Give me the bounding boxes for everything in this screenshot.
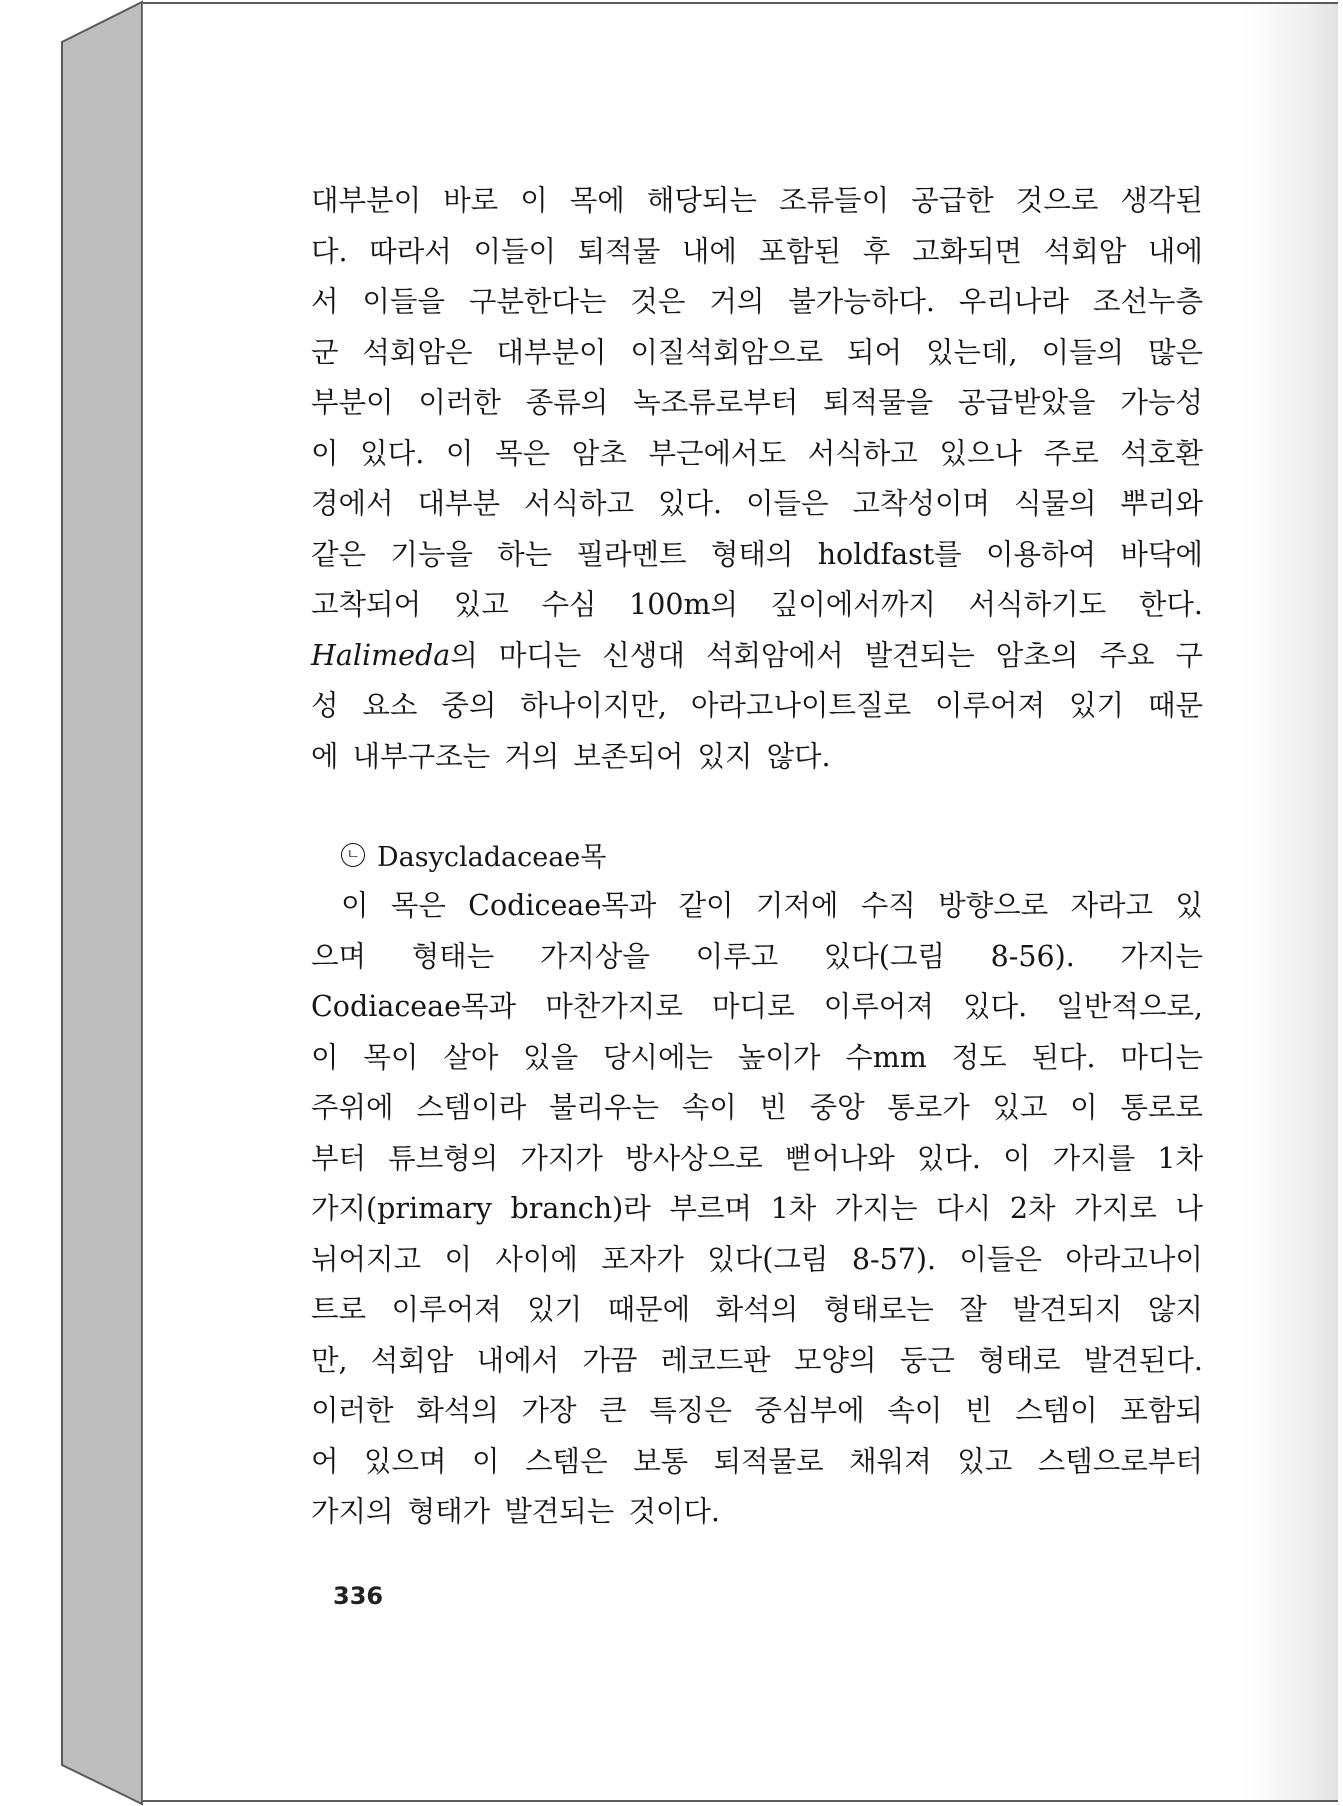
- text-line: [311, 1186, 1203, 1237]
- text-line: [311, 1287, 1203, 1338]
- word: 석호환: [1120, 436, 1203, 470]
- word: 마디는: [498, 638, 582, 672]
- word: Codiceae목과: [468, 889, 657, 922]
- word: 때문: [1147, 689, 1203, 722]
- word: 형태의: [710, 537, 794, 571]
- word: 형태는: [411, 939, 495, 973]
- word: 이루고: [695, 939, 779, 973]
- word: 부르며: [669, 1192, 752, 1225]
- word: 으며: [311, 939, 367, 973]
- word: 있기: [1069, 689, 1125, 722]
- word: 군: [311, 335, 339, 369]
- word: 뿌리와: [1120, 487, 1203, 520]
- word: 이: [1003, 1141, 1031, 1175]
- word: 불리우는: [548, 1091, 660, 1124]
- word: 조류들이: [778, 184, 890, 217]
- word: 방향으로: [938, 889, 1049, 922]
- word: 석회암에서: [705, 638, 844, 672]
- word: 있을: [523, 1040, 579, 1074]
- word: 퇴적물을: [823, 386, 934, 419]
- word: 이들을: [362, 285, 445, 318]
- word: 이들은: [959, 1242, 1042, 1276]
- word: 종류의: [525, 386, 609, 419]
- text-line: [311, 431, 1203, 482]
- word: 고착성이며: [852, 487, 991, 520]
- word: 서식하고: [523, 487, 635, 520]
- word: 일반적으로,: [1056, 990, 1203, 1023]
- word: 것으로: [1015, 184, 1099, 217]
- word: 모양의: [793, 1343, 877, 1377]
- word: 조선누층: [1092, 285, 1203, 318]
- word: 주요: [1099, 638, 1155, 672]
- word: 이: [472, 1444, 500, 1478]
- word: 수직: [860, 889, 916, 922]
- word: 이: [341, 889, 369, 922]
- word: 형태로는: [823, 1293, 934, 1326]
- word: 고착되어: [311, 588, 422, 621]
- word: 아라고나이트질로: [690, 689, 912, 722]
- section-heading: [341, 835, 606, 874]
- word: 가지는: [1120, 939, 1203, 973]
- text-line: [311, 330, 1203, 381]
- text-line: [311, 481, 1203, 532]
- word: 많은: [1147, 335, 1203, 369]
- word: 있다(그림: [707, 1242, 829, 1276]
- word: 가지의: [311, 1495, 394, 1528]
- section-title: Dasycladaceae목: [377, 842, 607, 873]
- word: 발견되지: [1012, 1293, 1123, 1326]
- word: 발견된다.: [1083, 1343, 1203, 1377]
- word: 녹조류로부터: [633, 386, 799, 419]
- text-line: [311, 380, 1203, 431]
- text-line: [311, 532, 1203, 583]
- word: 공급받았을: [957, 386, 1096, 419]
- word: 내부구조는: [352, 739, 491, 773]
- word: 생각된: [1120, 184, 1203, 217]
- word: 이: [444, 1242, 472, 1276]
- word: 가지가: [520, 1141, 603, 1175]
- word: 빈: [964, 1394, 993, 1427]
- word: 가지는: [834, 1192, 918, 1225]
- word: 이러한: [311, 1394, 394, 1427]
- word: 살아: [443, 1040, 499, 1074]
- word: 스템으로부터: [1037, 1444, 1203, 1478]
- word: 마디는: [1120, 1040, 1203, 1074]
- word: 내에: [1147, 234, 1203, 268]
- word: Halimeda의: [311, 638, 478, 672]
- word: 이들의: [1041, 335, 1125, 369]
- word: 트로: [311, 1293, 367, 1326]
- word: 2차: [1009, 1192, 1056, 1225]
- word: 다시: [936, 1192, 992, 1225]
- word: 부근에서도: [648, 436, 787, 470]
- word: 스템이: [1015, 1394, 1098, 1427]
- word: 레코드판: [660, 1343, 771, 1377]
- word: 만,: [311, 1343, 348, 1377]
- word: 중의: [441, 689, 497, 722]
- word: 것이다.: [628, 1495, 720, 1528]
- word: 이: [1070, 1091, 1098, 1124]
- word: 포자가: [601, 1242, 684, 1276]
- word: 고화되면: [911, 234, 1023, 268]
- word: 요소: [362, 689, 418, 722]
- word: 방사상으로: [624, 1141, 763, 1175]
- word: 불가능하다.: [788, 285, 935, 318]
- word: 나: [1175, 1192, 1203, 1225]
- word: 하는: [497, 537, 553, 571]
- word: 다.: [311, 234, 348, 268]
- word: 이루어져: [823, 990, 934, 1023]
- word: 수심: [541, 588, 597, 621]
- text-line: [311, 883, 1203, 934]
- word: 잘: [959, 1293, 987, 1326]
- word: 석회암: [370, 1343, 454, 1377]
- word: 대부분이: [496, 335, 607, 369]
- text-line: [311, 1338, 1203, 1389]
- word: 화석의: [416, 1394, 499, 1427]
- word: 이들은: [745, 487, 829, 520]
- word: 스템이라: [416, 1091, 527, 1124]
- word: 거의: [504, 739, 560, 773]
- word: 우리나라: [958, 285, 1069, 318]
- word: 높이가: [737, 1040, 821, 1074]
- word: 발견되는: [864, 638, 975, 672]
- word: 보통: [633, 1444, 689, 1478]
- text-line: [311, 1085, 1203, 1136]
- page-number: 336: [333, 1582, 384, 1610]
- word: 형태로: [977, 1343, 1061, 1377]
- word: 따라서: [369, 234, 452, 268]
- word: 석회암: [1043, 234, 1127, 268]
- text-line: [311, 229, 1203, 280]
- word: 마찬가지로: [545, 990, 683, 1023]
- word: 한다.: [1138, 588, 1203, 621]
- word: 1차: [770, 1192, 817, 1225]
- word: 목이: [363, 1040, 419, 1074]
- word: 부터: [311, 1141, 367, 1175]
- word: 이러한: [418, 386, 501, 419]
- word: 해당되는: [646, 184, 757, 217]
- word: 발견되는: [504, 1495, 615, 1528]
- word: 성: [311, 689, 339, 722]
- word: 있으나: [939, 436, 1023, 470]
- word: 퇴적물: [577, 234, 661, 268]
- word: 바닥에: [1120, 537, 1203, 571]
- genus-name: Halimeda: [311, 638, 451, 672]
- word: 이: [311, 436, 339, 470]
- word: 사이에: [495, 1242, 578, 1276]
- word: 목에: [569, 184, 625, 217]
- word: 가지상을: [539, 939, 650, 973]
- word: 마디로: [712, 990, 795, 1023]
- word: 이: [520, 184, 548, 217]
- word: 이들이: [473, 234, 557, 268]
- word: 식물의: [1013, 487, 1097, 520]
- word: 목은: [390, 889, 446, 922]
- word: 부분이: [311, 386, 394, 419]
- text-line: [311, 1237, 1203, 1288]
- word: 가지를: [1052, 1141, 1136, 1175]
- text-line: [311, 934, 1203, 985]
- text-line: [311, 734, 1203, 785]
- word: 서식하고: [807, 436, 918, 470]
- circled-marker: ㄴ: [341, 843, 365, 867]
- word: holdfast를: [817, 537, 962, 571]
- word: 가지로: [1074, 1192, 1157, 1225]
- word: 수mm: [845, 1040, 927, 1074]
- word: 있으며: [363, 1444, 447, 1478]
- word: 서식하기도: [968, 588, 1107, 621]
- word: 8-56).: [990, 939, 1075, 973]
- word: 있기: [527, 1293, 583, 1326]
- word: 되어: [847, 335, 903, 369]
- word: 8-57).: [851, 1242, 937, 1276]
- word: 퇴적물로: [713, 1444, 824, 1478]
- word: 이루어져: [935, 689, 1046, 722]
- word: 서: [311, 285, 339, 318]
- text-line: [311, 1035, 1203, 1086]
- word: 스템은: [525, 1444, 608, 1478]
- word: 이: [311, 1040, 339, 1074]
- word: 통로로: [1120, 1091, 1203, 1124]
- word: 있다.: [916, 1141, 981, 1175]
- word: 중앙: [809, 1091, 865, 1124]
- word: 특징은: [649, 1394, 732, 1427]
- word: 경에서: [311, 487, 394, 520]
- word: 자라고: [1070, 889, 1154, 922]
- word: 튜브형의: [388, 1141, 499, 1175]
- word: 같은: [311, 537, 367, 571]
- word: 이루어져: [391, 1293, 502, 1326]
- word: 이용하여: [985, 537, 1097, 571]
- word: 정도: [951, 1040, 1007, 1074]
- word: 보존되어: [573, 739, 684, 773]
- word: 있는데,: [925, 335, 1018, 369]
- word: 않지: [1147, 1293, 1203, 1326]
- text-line: [311, 683, 1203, 734]
- word: 아라고나이: [1065, 1242, 1203, 1276]
- word: 주위에: [311, 1091, 394, 1124]
- word: 있: [1175, 889, 1203, 922]
- word: 속이: [681, 1091, 737, 1124]
- word: 주로: [1043, 436, 1099, 470]
- text-line: [311, 633, 1203, 684]
- word: 목은: [495, 436, 551, 470]
- word: 암초: [571, 436, 627, 470]
- word: branch)라: [510, 1192, 651, 1225]
- word: 당시에는: [602, 1040, 714, 1074]
- word: 이: [445, 436, 474, 470]
- word: 있지: [697, 739, 753, 773]
- word: 기저에: [755, 889, 839, 922]
- word: 큰: [599, 1394, 627, 1427]
- text-line: [311, 1388, 1203, 1439]
- word: 바로: [443, 184, 499, 217]
- word: 공급한: [911, 184, 994, 217]
- word: 있다.: [657, 487, 723, 520]
- word: 있다(그림: [823, 939, 945, 973]
- word: 가끔: [582, 1343, 638, 1377]
- word: 있고: [957, 1444, 1013, 1478]
- word: 있고: [992, 1091, 1048, 1124]
- word: 뉘어지고: [311, 1242, 422, 1276]
- text-line: [311, 582, 1203, 633]
- paragraph-dasycladaceae: [311, 883, 1203, 1540]
- word: 대부분: [417, 487, 501, 520]
- word: 포함된: [758, 234, 842, 268]
- word: 에: [311, 739, 339, 773]
- text-line: [311, 1439, 1203, 1490]
- word: 가지(primary: [311, 1192, 492, 1225]
- paragraph-halimeda: [311, 178, 1203, 784]
- word: 후: [862, 234, 891, 268]
- word: 구분한다는: [468, 285, 607, 318]
- word: 석회암은: [362, 335, 473, 369]
- word: Codiaceae목과: [311, 990, 517, 1023]
- word: 100m의: [629, 588, 739, 621]
- word: 있고: [453, 588, 509, 621]
- word: 통로가: [887, 1091, 970, 1124]
- word: 가장: [521, 1394, 577, 1427]
- word: 된다.: [1031, 1040, 1096, 1074]
- word: 것은: [630, 285, 686, 318]
- word: 가능성: [1120, 386, 1203, 419]
- word: 같이: [678, 889, 734, 922]
- word: 대부분이: [311, 184, 422, 217]
- word: 빈: [759, 1091, 787, 1124]
- word: 구: [1175, 638, 1203, 672]
- word: 있다.: [360, 436, 425, 470]
- text-line: [311, 1136, 1203, 1187]
- word: 암초의: [995, 638, 1079, 672]
- word: 화석의: [715, 1293, 799, 1326]
- word: 어: [311, 1444, 339, 1478]
- word: 포함되: [1120, 1394, 1203, 1427]
- word: 속이: [887, 1394, 943, 1427]
- word: 중심부에: [754, 1394, 865, 1427]
- word: 형태가: [407, 1495, 491, 1528]
- text-line: [311, 279, 1203, 330]
- text-line: [311, 984, 1203, 1035]
- word: 뻗어나와: [784, 1141, 895, 1175]
- word: 1차: [1157, 1141, 1203, 1175]
- word: 하나이지만,: [520, 689, 667, 722]
- word: 채워져: [849, 1444, 932, 1478]
- word: 깊이에서까지: [770, 588, 936, 621]
- word: 둥근: [899, 1343, 955, 1377]
- word: 필라멘트: [576, 537, 687, 571]
- text-line: [311, 1489, 1203, 1540]
- word: 않다.: [766, 739, 831, 773]
- word: 기능을: [390, 537, 473, 571]
- word: 있다.: [963, 990, 1028, 1023]
- word: 내에서: [476, 1343, 560, 1377]
- text-line: [311, 178, 1203, 229]
- word: 이질석회암으로: [630, 335, 824, 369]
- word: 내에: [681, 234, 737, 268]
- word: 거의: [709, 285, 765, 318]
- word: 신생대: [602, 638, 685, 672]
- word: 때문에: [607, 1293, 691, 1326]
